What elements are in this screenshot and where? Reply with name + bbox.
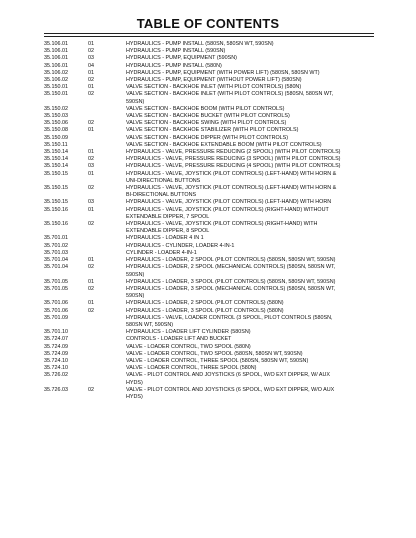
toc-row[interactable]	[44, 185, 380, 199]
toc-subcode: 02	[88, 264, 94, 271]
toc-row[interactable]	[44, 63, 380, 70]
toc-code: 35.701.05	[44, 278, 68, 285]
toc-description: HYDRAULICS - VALVE, JOYSTICK (PILOT CONTROLS) (LEFT-HAND) WITH HORN & BI-DIRECTIONAL BUTTONS	[126, 185, 337, 199]
toc-code: 35.701.06	[44, 307, 68, 314]
toc-subcode: 01	[88, 257, 94, 264]
toc-code: 35.106.01	[44, 62, 68, 69]
toc-description: VALVE SECTION - BACKHOE SWING (WITH PILOT CONTROLS)	[126, 120, 287, 127]
toc-subcode	[88, 142, 126, 149]
toc-description: VALVE SECTION - BACKHOE BOOM (WITH PILOT CONTROLS)	[126, 105, 285, 112]
toc-row[interactable]	[44, 106, 380, 113]
toc-code: 35.150.14	[44, 149, 68, 156]
toc-description: VALVE SECTION - BACKHOE STABILIZER (WITH PILOT CONTROLS)	[126, 127, 299, 134]
toc-subcode: 02	[88, 120, 94, 127]
toc-description: VALVE SECTION - BACKHOE INLET (WITH PILOT CONTROLS) (580N)	[126, 84, 302, 91]
toc-description: HYDRAULICS - VALVE, PRESSURE REDUCING (2 SPOOL) (WITH PILOT CONTROLS)	[126, 149, 341, 156]
toc-code: 35.150.11	[44, 141, 68, 148]
toc-code: 35.150.14	[44, 156, 68, 163]
toc-subcode	[88, 315, 126, 329]
toc-row[interactable]	[44, 70, 380, 77]
toc-code: 35.150.15	[44, 170, 68, 177]
toc-row[interactable]	[44, 358, 380, 365]
toc-subcode: 02	[88, 48, 94, 55]
toc-description: HYDRAULICS - VALVE, JOYSTICK (PILOT CONTROLS) (LEFT-HAND) WITH HORN	[126, 199, 332, 206]
toc-subcode: 03	[88, 163, 94, 170]
toc-subcode: 03	[88, 199, 94, 206]
toc-subcode: 02	[88, 156, 94, 163]
toc-row[interactable]	[44, 142, 380, 149]
toc-row[interactable]	[44, 156, 380, 163]
toc-description: VALVE - LOADER CONTROL, THREE SPOOL (580SN, 580SN WT, 590SN)	[126, 357, 309, 364]
toc-code: 35.150.06	[44, 120, 68, 127]
toc-row[interactable]	[44, 91, 380, 105]
toc-subcode: 03	[88, 55, 94, 62]
toc-row[interactable]	[44, 207, 380, 221]
toc-subcode: 02	[88, 221, 94, 228]
toc-subcode	[88, 106, 126, 113]
toc-code: 35.150.15	[44, 199, 68, 206]
toc-code: 35.701.04	[44, 264, 68, 271]
toc-subcode: 02	[88, 91, 94, 98]
toc-subcode	[88, 372, 126, 386]
toc-description: HYDRAULICS - LOADER, 3 SPOOL (PILOT CONTROLS) (580N)	[126, 307, 284, 314]
toc-code: 35.701.10	[44, 329, 68, 336]
toc-description: VALVE - LOADER CONTROL, TWO SPOOL (580SN, 580SN WT, 590SN)	[126, 350, 303, 357]
toc-code: 35.150.01	[44, 84, 68, 91]
toc-row[interactable]	[44, 113, 380, 120]
toc-row[interactable]	[44, 344, 380, 351]
toc-row[interactable]	[44, 308, 380, 315]
toc-subcode: 02	[88, 386, 94, 393]
toc-row[interactable]	[44, 257, 380, 264]
toc-subcode	[88, 250, 126, 257]
toc-code: 35.701.03	[44, 249, 68, 256]
toc-row[interactable]	[44, 372, 380, 386]
toc-code: 35.724.09	[44, 343, 68, 350]
toc-subcode: 01	[88, 278, 94, 285]
toc-code: 35.150.14	[44, 163, 68, 170]
toc-subcode: 01	[88, 127, 94, 134]
toc-code: 35.106.01	[44, 41, 68, 47]
toc-subcode: 01	[88, 206, 94, 213]
toc-code: 35.150.15	[44, 185, 68, 192]
toc-subcode	[88, 243, 126, 250]
toc-code: 35.106.01	[44, 55, 68, 62]
toc-subcode	[88, 336, 126, 343]
toc-row[interactable]	[44, 149, 380, 156]
toc-description: HYDRAULICS - VALVE, JOYSTICK (PILOT CONTROLS) (LEFT-HAND) WITH HORN & UNI-DIRECTIONAL BUTTONS	[126, 170, 337, 184]
toc-row[interactable]	[44, 199, 380, 206]
title-rule-top	[44, 33, 374, 34]
toc-row[interactable]	[44, 351, 380, 358]
toc-subcode	[88, 113, 126, 120]
toc-subcode: 01	[88, 300, 94, 307]
toc-description: HYDRAULICS - VALVE, PRESSURE REDUCING (3 SPOOL) (WITH PILOT CONTROLS)	[126, 156, 341, 163]
toc-description: HYDRAULICS - VALVE, JOYSTICK (PILOT CONTROLS) (RIGHT-HAND) WITH EXTENDABLE DIPPER, 8 SPOOL	[126, 221, 318, 235]
toc-row[interactable]	[44, 171, 380, 185]
toc-subcode: 02	[88, 77, 94, 84]
toc-description: VALVE - PILOT CONTROL AND JOYSTICKS (6 SPOOL, W/O EXT DIPPER, W/ AUX HYDS)	[126, 372, 330, 386]
toc-description: HYDRAULICS - PUMP, EQUIPMENT (WITHOUT POWER LIFT) (580SN)	[126, 77, 302, 84]
page-title: TABLE OF CONTENTS	[136, 16, 280, 31]
toc-subcode	[88, 329, 126, 336]
toc-description: CONTROLS - LOADER LIFT AND BUCKET	[126, 336, 232, 343]
toc-row[interactable]	[44, 365, 380, 372]
toc-subcode: 01	[88, 170, 94, 177]
toc-code: 35.150.09	[44, 134, 68, 141]
toc-code: 35.150.01	[44, 91, 68, 98]
toc-code: 35.724.07	[44, 336, 68, 343]
toc-code: 35.724.10	[44, 357, 68, 364]
toc-list	[44, 41, 380, 401]
toc-description: HYDRAULICS - LOADER, 3 SPOOL (MECHANICAL CONTROLS) (580SN, 580SN WT, 590SN)	[126, 285, 336, 300]
toc-subcode	[88, 365, 126, 372]
toc-row[interactable]	[44, 329, 380, 336]
toc-description: HYDRAULICS - LOADER 4 IN 1	[126, 235, 204, 242]
toc-code: 35.701.02	[44, 242, 68, 249]
toc-row[interactable]	[44, 163, 380, 170]
toc-code: 35.701.05	[44, 285, 68, 292]
toc-row[interactable]	[44, 77, 380, 84]
toc-description: HYDRAULICS - PUMP, EQUIPMENT (590SN)	[126, 55, 237, 62]
toc-code: 35.701.04	[44, 257, 68, 264]
toc-subcode: 02	[88, 307, 94, 314]
toc-description: HYDRAULICS - LOADER, 2 SPOOL (MECHANICAL CONTROLS) (580SN, 580SN WT, 590SN)	[126, 264, 336, 278]
toc-subcode: 01	[88, 149, 94, 156]
toc-row[interactable]	[44, 135, 380, 142]
toc-description: HYDRAULICS - LOADER LIFT CYLINDER (580SN)	[126, 329, 251, 336]
toc-description: HYDRAULICS - CYLINDER, LOADER 4-IN-1	[126, 242, 235, 249]
toc-description: VALVE - LOADER CONTROL, THREE SPOOL (580N)	[126, 365, 257, 372]
toc-row[interactable]	[44, 264, 380, 278]
toc-subcode	[88, 235, 126, 242]
toc-row[interactable]	[44, 336, 380, 343]
toc-subcode	[88, 344, 126, 351]
toc-subcode: 01	[88, 69, 94, 76]
toc-description: CYLINDER - LOADER 4-IN-1	[126, 249, 197, 256]
toc-row[interactable]	[44, 387, 380, 401]
toc-code: 35.726.03	[44, 386, 68, 393]
toc-code: 35.701.01	[44, 235, 68, 242]
toc-code: 35.150.16	[44, 206, 68, 213]
toc-code: 35.724.10	[44, 365, 68, 372]
toc-description: VALVE - PILOT CONTROL AND JOYSTICKS (6 SPOOL, W/O EXT DIPPER, W/O AUX HYDS)	[126, 386, 335, 400]
toc-description: HYDRAULICS - PUMP, EQUIPMENT (WITH POWER LIFT) (580SN, 580SN WT)	[126, 69, 320, 76]
toc-row[interactable]	[44, 279, 380, 286]
toc-subcode	[88, 351, 126, 358]
toc-description: VALVE SECTION - BACKHOE BUCKET (WITH PILOT CONTROLS)	[126, 113, 290, 120]
toc-code: 35.150.16	[44, 221, 68, 228]
toc-description: HYDRAULICS - VALVE, LOADER CONTROL (3 SPOOL, PILOT CONTROLS (580SN, 580SN WT, 590SN)	[126, 314, 333, 328]
toc-row[interactable]	[44, 84, 380, 91]
toc-subcode: 02	[88, 285, 94, 292]
toc-description: VALVE SECTION - BACKHOE EXTENDABLE BOOM (WITH PILOT CONTROLS)	[126, 141, 322, 148]
toc-subcode: 02	[88, 185, 94, 192]
toc-row[interactable]	[44, 41, 380, 48]
toc-subcode: 01	[88, 84, 94, 91]
toc-description: HYDRAULICS - VALVE, JOYSTICK (PILOT CONTROLS) (RIGHT-HAND) WITHOUT EXTENDABLE DIPPER, 7 SPOOL	[126, 206, 329, 220]
toc-row[interactable]	[44, 127, 380, 134]
toc-row[interactable]	[44, 243, 380, 250]
toc-code: 35.701.06	[44, 300, 68, 307]
toc-description: HYDRAULICS - LOADER, 3 SPOOL (PILOT CONTROLS) (580SN, 580SN WT, 590SN)	[126, 278, 336, 285]
toc-row[interactable]	[44, 315, 380, 329]
toc-description: HYDRAULICS - PUMP INSTALL (590SN)	[126, 48, 226, 55]
toc-row[interactable]	[44, 120, 380, 127]
toc-code: 35.150.02	[44, 105, 68, 112]
toc-description: HYDRAULICS - LOADER, 2 SPOOL (PILOT CONTROLS) (580N)	[126, 300, 284, 307]
toc-subcode	[88, 358, 126, 365]
toc-description: VALVE SECTION - BACKHOE DIPPER (WITH PILOT CONTROLS)	[126, 134, 289, 141]
toc-description: VALVE SECTION - BACKHOE INLET (WITH PILOT CONTROLS) (580SN, 580SN WT, 590SN)	[126, 91, 334, 105]
toc-code: 35.726.02	[44, 372, 68, 379]
title-rule-bottom	[44, 36, 374, 37]
toc-description: HYDRAULICS - PUMP INSTALL (580N)	[126, 62, 222, 69]
toc-row[interactable]	[44, 286, 380, 300]
toc-description: HYDRAULICS - PUMP INSTALL (580SN, 580SN WT, 590SN)	[126, 41, 274, 47]
toc-row[interactable]	[44, 221, 380, 235]
toc-row[interactable]	[44, 48, 380, 55]
toc-subcode	[88, 135, 126, 142]
toc-code: 35.150.03	[44, 113, 68, 120]
toc-subcode: 04	[88, 62, 94, 69]
toc-code: 35.106.02	[44, 77, 68, 84]
toc-subcode: 01	[88, 41, 94, 47]
toc-description: VALVE - LOADER CONTROL, TWO SPOOL (580N)	[126, 343, 251, 350]
toc-row[interactable]	[44, 55, 380, 62]
toc-code: 35.106.01	[44, 48, 68, 55]
toc-row[interactable]	[44, 235, 380, 242]
toc-code: 35.701.09	[44, 314, 68, 321]
toc-code: 35.150.08	[44, 127, 68, 134]
toc-code: 35.106.02	[44, 69, 68, 76]
toc-code: 35.724.09	[44, 350, 68, 357]
toc-row[interactable]	[44, 300, 380, 307]
toc-description: HYDRAULICS - LOADER, 2 SPOOL (PILOT CONTROLS) (580SN, 580SN WT, 590SN)	[126, 257, 336, 264]
toc-description: HYDRAULICS - VALVE, PRESSURE REDUCING (4 SPOOL) (WITH PILOT CONTROLS)	[126, 163, 341, 170]
toc-row[interactable]	[44, 250, 380, 257]
